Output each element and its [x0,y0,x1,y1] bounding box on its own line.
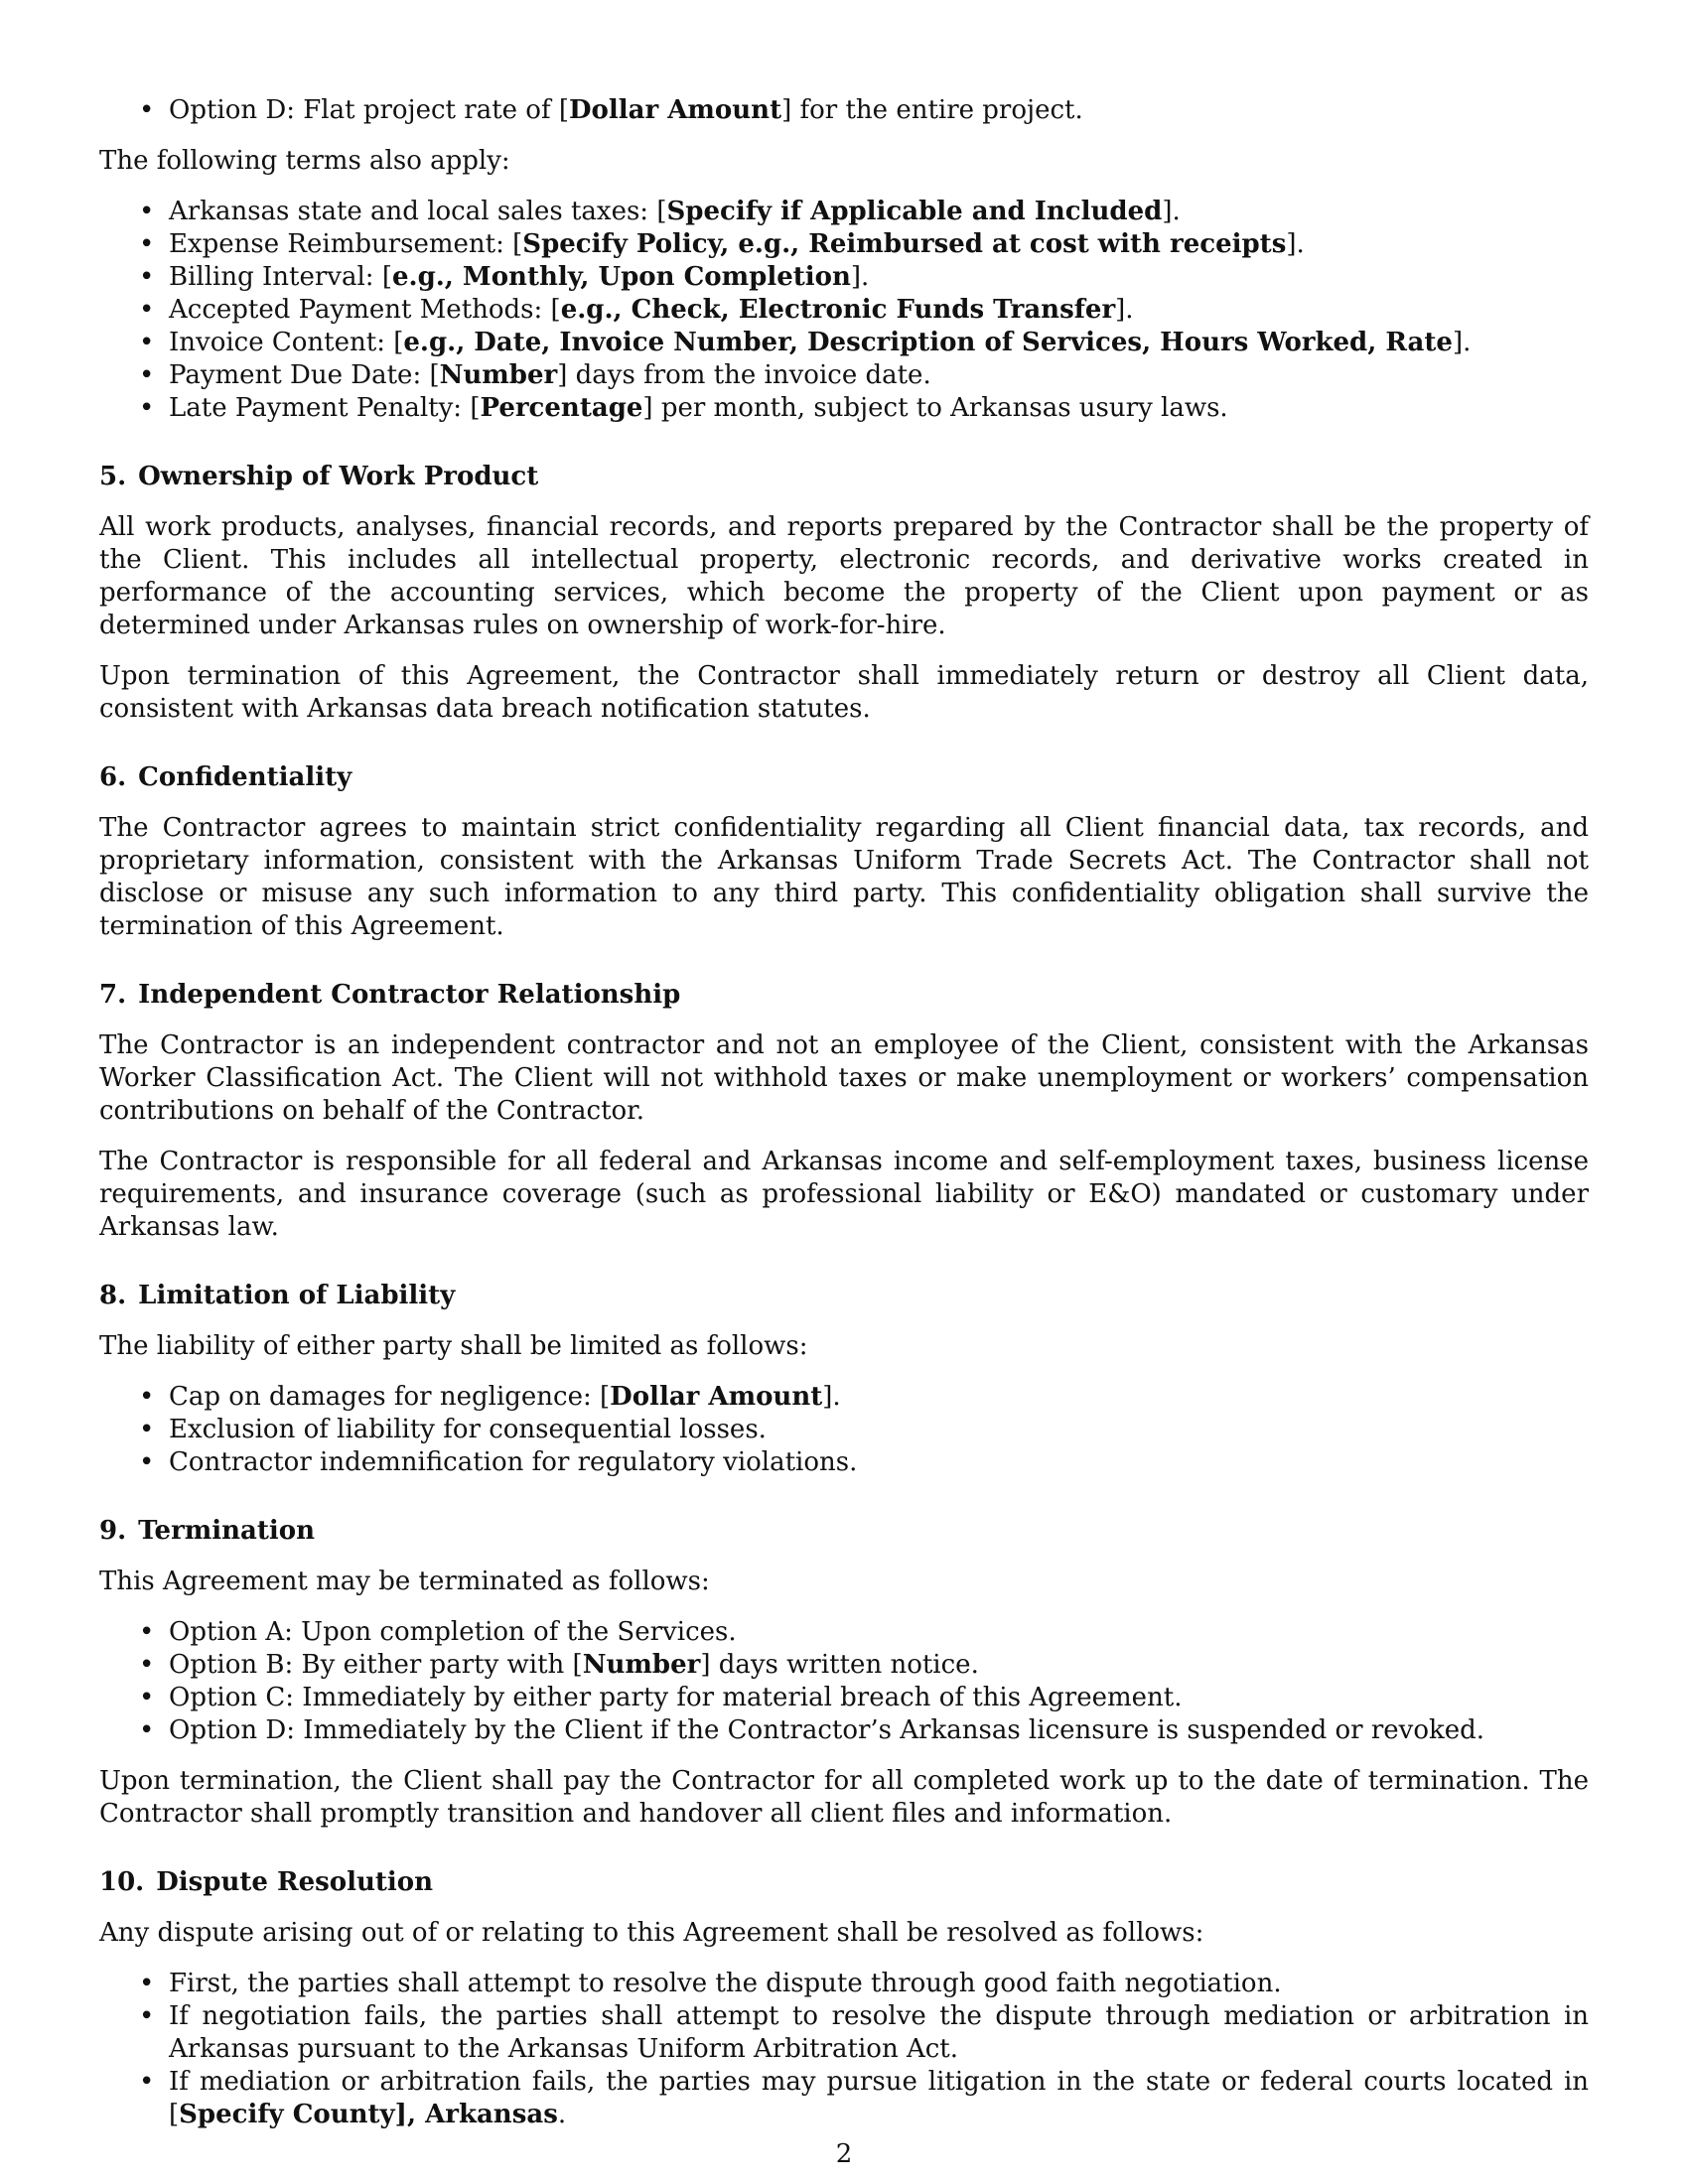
list-item: • Arkansas state and local sales taxes: [Specify if Applicable and Included]. [169,196,1589,228]
list-item: • Option B: By either party with [Number] days written notice. [169,1649,1589,1682]
list-item: • Payment Due Date: [Number] days from the invoice date. [169,359,1589,392]
section-heading-termination: 9. Termination [99,1516,316,1546]
payment-options-list [99,94,1589,127]
list-item: • Contractor indemnification for regulatory violations. [169,1446,1589,1479]
paragraph: Upon termination of this Agreement, the Contractor shall immediately return or destroy all Client data, consistent with Arkansas data breach notification statutes. [99,661,1589,724]
document-page [99,94,1589,2149]
paragraph: The Contractor is responsible for all federal and Arkansas income and self-employment taxes, business license requirements, and insurance coverage (such as professional liability or E&O) mandated or customary under Arkansas law. [99,1147,1589,1242]
list-item: • Option A: Upon completion of the Services. [169,1616,1589,1649]
list-item: • If negotiation fails, the parties shall attempt to resolve the dispute through mediation or arbitration in Arkansas pursuant to the Arkansas Uniform Arbitration Act. [169,2000,1589,2066]
list-item: • Option D: Immediately by the Client if the Contractor’s Arkansas licensure is suspended or revoked. [169,1714,1589,1747]
paragraph: Any dispute arising out of or relating to this Agreement shall be resolved as follows: [99,1918,1204,1948]
list-item: • If mediation or arbitration fails, the parties may pursue litigation in the state or federal courts located in [Specify County], Arkansas. [169,2066,1589,2131]
list-item: • Exclusion of liability for consequential losses. [169,1414,1589,1446]
terms-list [99,196,1589,425]
list-item: • Cap on damages for negligence: [Dollar Amount]. [169,1381,1589,1414]
list-item: • Invoice Content: [e.g., Date, Invoice Number, Description of Services, Hours Worked, Rate]. [169,327,1589,359]
paragraph: Upon termination, the Client shall pay the Contractor for all completed work up to the date of termination. The Contractor shall promptly transition and handover all client files and information. [99,1766,1589,1829]
paragraph: The Contractor agrees to maintain strict confidentiality regarding all Client financial data, tax records, and proprietary information, consistent with the Arkansas Uniform Trade Secrets Act. The Contractor shall not disclose or misuse any such information to any third party. This confidentiality obligation shall survive the termination of this Agreement. [99,813,1589,941]
dispute-list [99,1968,1589,2131]
list-item: • First, the parties shall attempt to resolve the dispute through good faith negotiation. [169,1968,1589,2000]
paragraph: The liability of either party shall be limited as follows: [99,1331,808,1361]
list-item: • Accepted Payment Methods: [e.g., Check, Electronic Funds Transfer]. [169,294,1589,327]
terms-intro: The following terms also apply: [99,146,510,176]
paragraph: This Agreement may be terminated as follows: [99,1567,710,1596]
paragraph: The Contractor is an independent contractor and not an employee of the Client, consistent with the Arkansas Worker Classification Act. The Client will not withhold taxes or make unemployment or workers’ compensation contributions on behalf of the Contractor. [99,1030,1589,1126]
section-heading-ownership: 5. Ownership of Work Product [99,462,539,491]
list-item: • Billing Interval: [e.g., Monthly, Upon Completion]. [169,261,1589,294]
list-item: • Option C: Immediately by either party for material breach of this Agreement. [169,1682,1589,1714]
liability-list [99,1381,1589,1479]
section-heading-liability: 8. Limitation of Liability [99,1281,456,1310]
section-heading-dispute-resolution: 10. Dispute Resolution [99,1867,434,1897]
section-heading-independent-contractor: 7. Independent Contractor Relationship [99,980,681,1010]
list-item: • Late Payment Penalty: [Percentage] per month, subject to Arkansas usury laws. [169,392,1589,425]
list-item: • Expense Reimbursement: [Specify Policy, e.g., Reimbursed at cost with receipts]. [169,228,1589,261]
termination-list [99,1616,1589,1747]
list-item: • Option D: Flat project rate of [Dollar Amount] for the entire project. [169,94,1589,127]
section-heading-confidentiality: 6. Confidentiality [99,762,352,792]
paragraph: All work products, analyses, financial records, and reports prepared by the Contractor shall be the property of the Client. This includes all intellectual property, electronic records, and derivative works created in performance of the accounting services, which become the property of the Client upon payment or as determined under Arkansas rules on ownership of work-for-hire. [99,512,1589,640]
page-number: 2 [835,2139,853,2169]
